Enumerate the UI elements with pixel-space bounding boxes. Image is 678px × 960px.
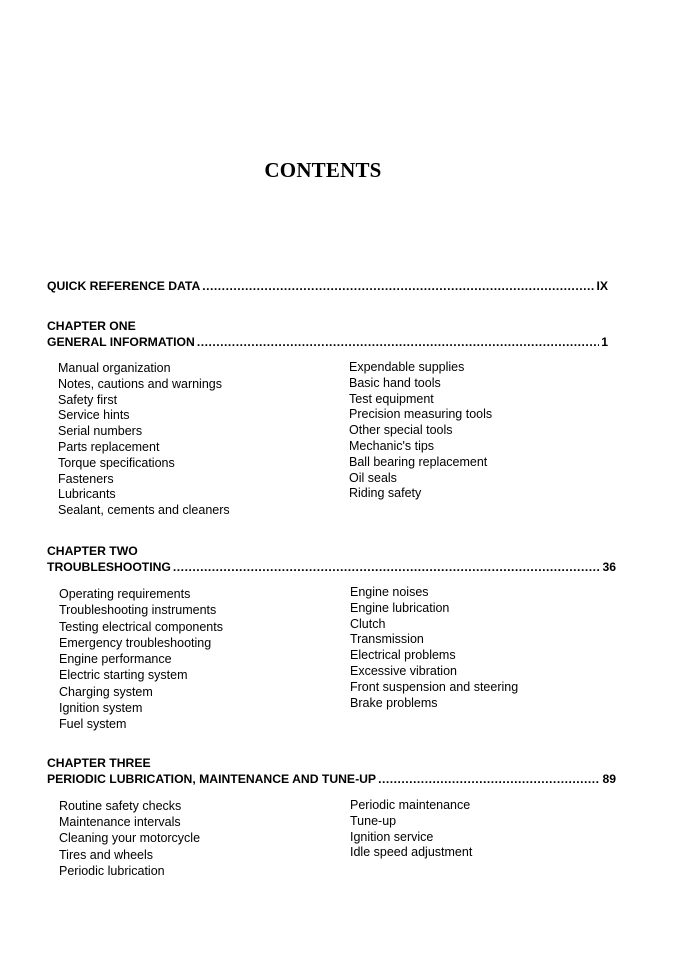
topic-item: Precision measuring tools: [349, 407, 493, 422]
topic-item: Ball bearing replacement: [349, 454, 488, 469]
topic-item: Emergency troubleshooting: [59, 635, 212, 650]
toc-entry-quick-reference[interactable]: [47, 278, 608, 294]
topic-item: Safety first: [58, 392, 118, 407]
toc-entry-chapter-two[interactable]: [47, 543, 616, 575]
topic-item: Electrical problems: [350, 648, 456, 663]
chapter-number: CHAPTER ONE: [47, 319, 136, 333]
topic-item: Basic hand tools: [349, 375, 441, 390]
dot-leader: [202, 278, 594, 294]
topic-item: Excessive vibration: [350, 663, 457, 678]
chapter-title: GENERAL INFORMATION: [47, 335, 195, 349]
topic-item: Tune-up: [350, 813, 397, 828]
chapter-number: CHAPTER TWO: [47, 544, 138, 558]
topic-item: Troubleshooting instruments: [59, 603, 217, 618]
topic-item: Transmission: [350, 632, 424, 647]
chapter-title: PERIODIC LUBRICATION, MAINTENANCE AND TUNE-UP: [47, 772, 377, 786]
topic-item: Torque specifications: [58, 455, 175, 470]
dot-leader: [197, 334, 599, 350]
topic-item: Brake problems: [350, 695, 438, 710]
chapter-one-topics-left: [58, 361, 230, 519]
topic-item: Clutch: [350, 616, 386, 631]
toc-page-number: 89: [602, 772, 616, 786]
chapter-title: TROUBLESHOOTING: [47, 560, 171, 574]
topic-item: Idle speed adjustment: [350, 845, 473, 860]
topic-item: Ignition system: [59, 701, 143, 716]
topic-item: Sealant, cements and cleaners: [58, 503, 230, 518]
topic-item: Engine noises: [350, 585, 429, 599]
chapter-number: CHAPTER THREE: [47, 756, 151, 770]
topic-item: Periodic lubrication: [59, 863, 165, 878]
topic-item: Routine safety checks: [59, 799, 182, 813]
topic-item: Serial numbers: [58, 424, 143, 439]
toc-entry-label: QUICK REFERENCE DATA: [47, 279, 201, 293]
topic-item: Testing electrical components: [59, 619, 223, 634]
topic-item: Mechanic's tips: [349, 438, 435, 453]
topic-item: Notes, cautions and warnings: [58, 376, 222, 391]
chapter-three-topics-left: [59, 798, 200, 879]
chapter-two-topics-right: [350, 585, 518, 711]
topic-item: Cleaning your motorcycle: [59, 831, 201, 846]
topic-item: Charging system: [59, 684, 153, 699]
topic-item: Service hints: [58, 408, 130, 423]
chapter-two-topics-left: [59, 586, 223, 733]
toc-page-number: IX: [596, 279, 608, 293]
topic-item: Expendable supplies: [349, 360, 465, 374]
toc-entry-chapter-one[interactable]: [47, 318, 608, 350]
topic-item: Engine lubrication: [350, 600, 450, 615]
chapter-three-topics-right: [350, 798, 472, 861]
topic-item: Other special tools: [349, 423, 453, 438]
toc-entry-chapter-three[interactable]: [47, 755, 616, 787]
dot-leader: [378, 771, 600, 787]
topic-item: Operating requirements: [59, 587, 191, 601]
topic-item: Tires and wheels: [59, 847, 154, 862]
dot-leader: [173, 559, 601, 575]
topic-item: Fuel system: [59, 717, 127, 732]
chapter-one-topics-right: [349, 360, 492, 502]
toc-page-number: 36: [602, 560, 616, 574]
topic-item: Engine performance: [59, 652, 172, 667]
topic-item: Maintenance intervals: [59, 815, 181, 830]
page-title: CONTENTS: [264, 158, 382, 182]
topic-item: Oil seals: [349, 470, 397, 485]
topic-item: Fasteners: [58, 471, 114, 486]
topic-item: Periodic maintenance: [350, 798, 471, 812]
topic-item: Lubricants: [58, 487, 116, 502]
topic-item: Parts replacement: [58, 439, 160, 454]
toc-page-number: 1: [601, 335, 608, 349]
topic-item: Manual organization: [58, 361, 171, 375]
topic-item: Electric starting system: [59, 668, 188, 683]
topic-item: Front suspension and steering: [350, 679, 519, 694]
topic-item: Ignition service: [350, 829, 434, 844]
topic-item: Riding safety: [349, 486, 422, 501]
topic-item: Test equipment: [349, 391, 434, 406]
